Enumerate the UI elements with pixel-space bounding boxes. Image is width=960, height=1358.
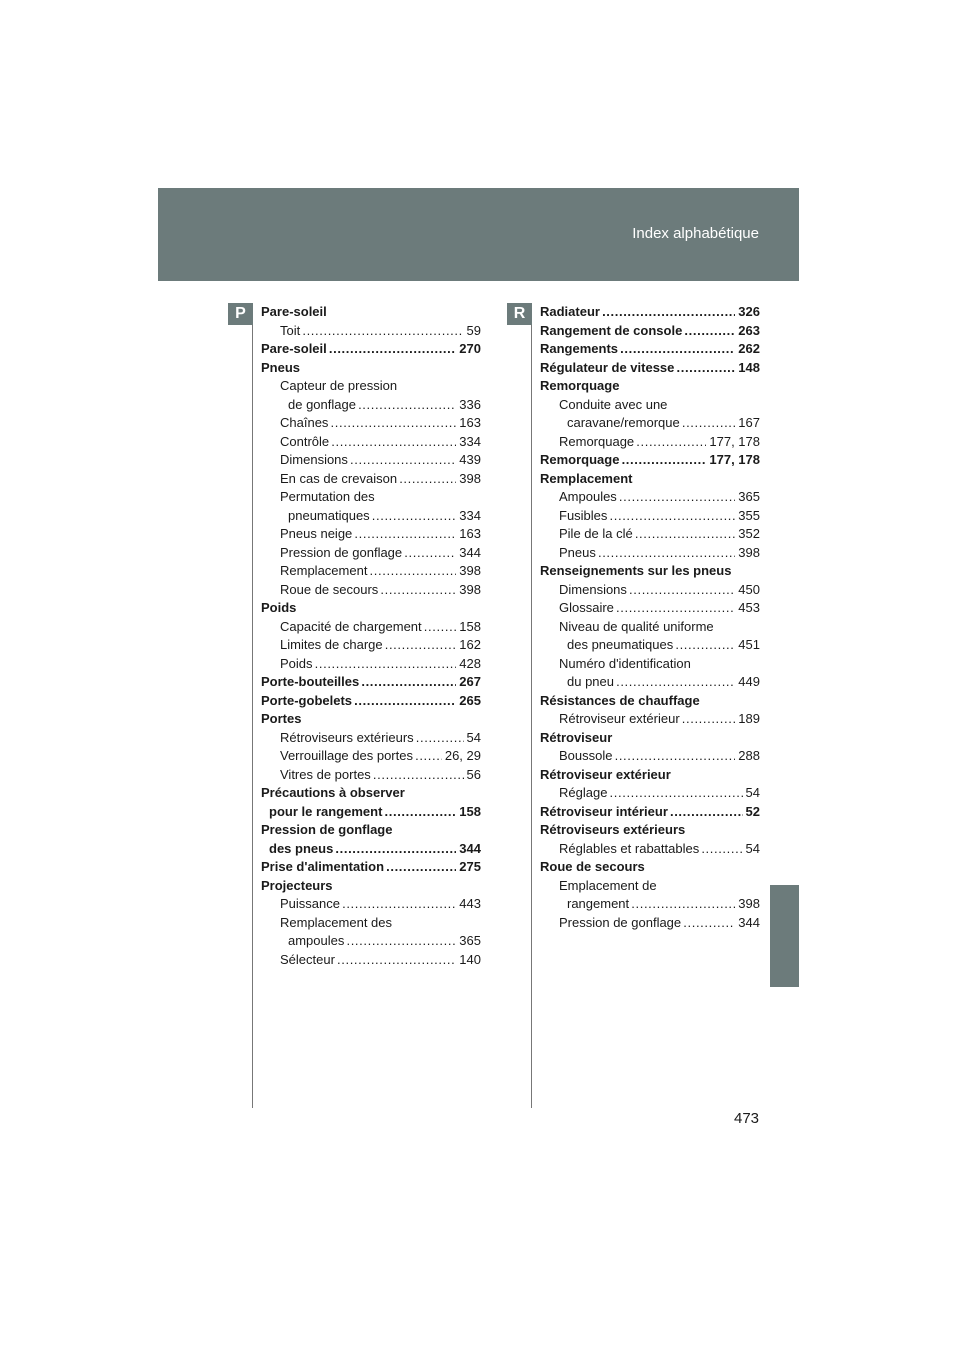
index-entry <box>261 488 481 507</box>
entry-term: Verrouillage des portes . . . <box>280 747 481 766</box>
entry-term: de gonflage . . . <box>288 396 481 415</box>
entry-page-ref: 334 <box>456 507 481 526</box>
index-entry <box>540 470 760 489</box>
entry-page-ref: 439 <box>456 451 481 470</box>
entry-page-ref: 262 <box>735 340 760 359</box>
entry-term: Porte-bouteilles . . . <box>261 673 481 692</box>
index-entry <box>261 396 481 415</box>
entry-term: rangement . . . <box>567 895 760 914</box>
entry-term: Pression de gonflage . . . <box>280 544 481 563</box>
index-entry <box>261 581 481 600</box>
index-entry <box>540 488 760 507</box>
entry-page-ref: 270 <box>456 340 481 359</box>
entry-term: Emplacement de <box>559 877 657 893</box>
entry-term: Précautions à observer <box>261 785 405 800</box>
entry-page-ref: 163 <box>456 525 481 544</box>
entry-term: Capacité de chargement . . . <box>280 618 481 637</box>
entry-term: ampoules . . . <box>288 932 481 951</box>
entry-term: Rétroviseur intérieur . . . <box>540 803 760 822</box>
index-entry <box>261 322 481 341</box>
index-entry <box>261 729 481 748</box>
entry-term: Porte-gobelets . . . <box>261 692 481 711</box>
index-entry <box>261 710 481 729</box>
entry-page-ref: 449 <box>735 673 760 692</box>
entry-page-ref: 344 <box>735 914 760 933</box>
entry-term: Roue de secours . . . <box>280 581 481 600</box>
entry-page-ref: 365 <box>456 932 481 951</box>
entry-page-ref: 398 <box>456 562 481 581</box>
entry-term: Dimensions . . . <box>280 451 481 470</box>
index-entry <box>261 636 481 655</box>
entry-term: En cas de crevaison . . . <box>280 470 481 489</box>
index-entry <box>261 840 481 859</box>
entry-term: Rétroviseur <box>540 729 613 745</box>
letter-tab-r: R <box>507 303 532 325</box>
entry-term: Roue de secours <box>540 859 645 874</box>
entry-term: Remorquage . . . <box>540 451 760 470</box>
entry-page-ref: 398 <box>456 581 481 600</box>
index-entry <box>540 729 760 748</box>
index-entry <box>261 766 481 785</box>
entry-term: Contrôle . . . <box>280 433 481 452</box>
entry-term: Radiateur . . . <box>540 303 760 322</box>
left-divider <box>252 303 253 1108</box>
entry-term: Portes <box>261 711 302 726</box>
index-entry <box>261 377 481 396</box>
index-entry <box>540 673 760 692</box>
entry-term: Niveau de qualité uniforme <box>559 618 714 634</box>
entry-page-ref: 140 <box>456 951 481 970</box>
entry-term: Remplacement <box>540 470 633 486</box>
entry-page-ref: 263 <box>735 322 760 341</box>
entry-page-ref: 267 <box>456 673 481 692</box>
entry-term: Vitres de portes . . . <box>280 766 481 785</box>
entry-term: Poids <box>261 600 297 615</box>
entry-term: Régulateur de vitesse . . . <box>540 359 760 378</box>
entry-page-ref: 56 <box>464 766 481 785</box>
index-entry <box>261 877 481 896</box>
entry-page-ref: 59 <box>464 322 481 341</box>
index-entry <box>261 951 481 970</box>
entry-page-ref: 275 <box>456 858 481 877</box>
entry-page-ref: 158 <box>456 803 481 822</box>
entry-term: Rangements . . . <box>540 340 760 359</box>
index-entry <box>261 914 481 933</box>
index-column-r <box>540 303 760 932</box>
entry-term: Prise d'alimentation . . . <box>261 858 481 877</box>
index-entry <box>540 692 760 711</box>
entry-term: Poids . . . <box>280 655 481 674</box>
entry-page-ref: 148 <box>735 359 760 378</box>
entry-page-ref: 189 <box>735 710 760 729</box>
index-entry <box>540 655 760 674</box>
entry-term: du pneu . . . <box>567 673 760 692</box>
index-entry <box>540 895 760 914</box>
index-entry <box>261 747 481 766</box>
index-entry <box>540 784 760 803</box>
entry-term: Capteur de pression <box>280 378 398 393</box>
entry-page-ref: 158 <box>456 618 481 637</box>
entry-term: des pneus . . . <box>269 840 481 859</box>
index-entry <box>261 895 481 914</box>
index-entry <box>261 544 481 563</box>
entry-page-ref: 352 <box>735 525 760 544</box>
index-entry <box>540 747 760 766</box>
entry-term: Projecteurs <box>261 877 333 893</box>
middle-divider <box>531 303 532 1108</box>
entry-page-ref: 288 <box>735 747 760 766</box>
entry-page-ref: 162 <box>456 636 481 655</box>
index-entry <box>261 359 481 378</box>
entry-page-ref: 443 <box>456 895 481 914</box>
index-entry <box>540 340 760 359</box>
entry-term: pour le rangement . . . <box>269 803 481 822</box>
entry-page-ref: 54 <box>743 784 760 803</box>
entry-term: Rétroviseurs extérieurs . . . <box>280 729 481 748</box>
entry-page-ref: 334 <box>456 433 481 452</box>
index-entry <box>261 562 481 581</box>
entry-term: Remplacement des <box>280 914 392 930</box>
page-number: 473 <box>734 1110 760 1127</box>
entry-term: pneumatiques . . . <box>288 507 481 526</box>
entry-page-ref: 344 <box>456 840 481 859</box>
entry-term: Puissance . . . <box>280 895 481 914</box>
entry-page-ref: 54 <box>743 840 760 859</box>
entry-term: Numéro d'identification <box>559 655 691 671</box>
index-entry <box>261 451 481 470</box>
index-entry <box>540 877 760 896</box>
index-entry <box>540 599 760 618</box>
entry-page-ref: 398 <box>735 544 760 563</box>
entry-term: Réglables et rabattables . . . <box>559 840 760 859</box>
entry-page-ref: 54 <box>464 729 481 748</box>
entry-term: Renseignements sur les pneus <box>540 563 732 578</box>
entry-page-ref: 52 <box>743 803 760 822</box>
index-entry <box>540 562 760 581</box>
entry-page-ref: 398 <box>456 470 481 489</box>
index-entry <box>540 618 760 637</box>
entry-page-ref: 265 <box>456 692 481 711</box>
index-entry <box>540 766 760 785</box>
index-entry <box>540 433 760 452</box>
index-entry <box>261 507 481 526</box>
entry-term: Dimensions . . . <box>559 581 760 600</box>
chapter-thumb-tab <box>770 885 799 987</box>
entry-term: Pile de la clé . . . <box>559 525 760 544</box>
entry-term: Rétroviseur extérieur . . . <box>559 710 760 729</box>
index-entry <box>261 599 481 618</box>
index-entry <box>261 803 481 822</box>
entry-term: Rangement de console . . . <box>540 322 760 341</box>
index-column-p <box>261 303 481 969</box>
index-entry <box>540 525 760 544</box>
entry-term: Réglage . . . <box>559 784 760 803</box>
index-entry <box>540 803 760 822</box>
entry-term: Pneus <box>261 359 301 375</box>
entry-term: Limites de charge . . . <box>280 636 481 655</box>
entry-term: Pression de gonflage <box>261 822 393 837</box>
index-entry <box>261 433 481 452</box>
entry-term: Conduite avec une <box>559 396 668 412</box>
entry-term: Remorquage . . . <box>559 433 760 452</box>
entry-page-ref: 326 <box>735 303 760 322</box>
entry-page-ref: 398 <box>735 895 760 914</box>
header-bar <box>158 188 799 281</box>
entry-term: Résistances de chauffage <box>540 692 700 708</box>
index-entry <box>540 322 760 341</box>
entry-page-ref: 428 <box>456 655 481 674</box>
index-entry <box>261 932 481 951</box>
entry-term: Chaînes . . . <box>280 414 481 433</box>
index-entry <box>540 821 760 840</box>
entry-term: Toit . . . <box>280 322 481 341</box>
index-entry <box>540 359 760 378</box>
index-entry <box>261 414 481 433</box>
index-entry <box>540 303 760 322</box>
index-entry <box>540 451 760 470</box>
entry-term: Pression de gonflage . . . <box>559 914 760 933</box>
entry-term: Rétroviseur extérieur <box>540 766 671 782</box>
entry-term: Remplacement . . . <box>280 562 481 581</box>
index-entry <box>261 618 481 637</box>
entry-term: Pneus . . . <box>559 544 760 563</box>
entry-term: Boussole . . . <box>559 747 760 766</box>
entry-term: Ampoules . . . <box>559 488 760 507</box>
entry-term: Glossaire . . . <box>559 599 760 618</box>
index-entry <box>540 544 760 563</box>
entry-term: Rétroviseurs extérieurs <box>540 822 686 837</box>
entry-page-ref: 453 <box>735 599 760 618</box>
entry-page-ref: 26, 29 <box>442 747 481 766</box>
index-entry <box>540 507 760 526</box>
index-entry <box>540 710 760 729</box>
index-entry <box>261 821 481 840</box>
entry-page-ref: 450 <box>735 581 760 600</box>
entry-page-ref: 451 <box>735 636 760 655</box>
index-entry <box>540 377 760 396</box>
index-entry <box>261 655 481 674</box>
entry-term: Pare-soleil . . . <box>261 340 481 359</box>
entry-page-ref: 336 <box>456 396 481 415</box>
entry-page-ref: 177, 178 <box>706 433 760 452</box>
index-entry <box>540 636 760 655</box>
entry-term: Sélecteur . . . <box>280 951 481 970</box>
entry-page-ref: 344 <box>456 544 481 563</box>
index-entry <box>261 692 481 711</box>
index-entry <box>261 525 481 544</box>
index-entry <box>540 581 760 600</box>
index-entry <box>261 340 481 359</box>
entry-term: Remorquage <box>540 378 620 393</box>
index-entry <box>540 396 760 415</box>
index-entry <box>540 840 760 859</box>
entry-term: Pneus neige . . . <box>280 525 481 544</box>
entry-page-ref: 177, 178 <box>706 451 760 470</box>
entry-term: des pneumatiques . . . <box>567 636 760 655</box>
index-entry <box>261 784 481 803</box>
entry-term: Pare-soleil <box>261 304 327 319</box>
index-entry <box>261 673 481 692</box>
index-entry <box>261 470 481 489</box>
index-entry <box>261 858 481 877</box>
entry-page-ref: 163 <box>456 414 481 433</box>
letter-tab-p: P <box>228 303 253 325</box>
entry-page-ref: 167 <box>735 414 760 433</box>
entry-term: caravane/remorque . . . <box>567 414 760 433</box>
entry-page-ref: 365 <box>735 488 760 507</box>
index-entry <box>540 414 760 433</box>
index-entry <box>261 303 481 322</box>
entry-page-ref: 355 <box>735 507 760 526</box>
index-entry <box>540 914 760 933</box>
entry-term: Fusibles . . . <box>559 507 760 526</box>
index-entry <box>540 858 760 877</box>
section-title: Index alphabétique <box>632 225 759 242</box>
entry-term: Permutation des <box>280 489 375 504</box>
